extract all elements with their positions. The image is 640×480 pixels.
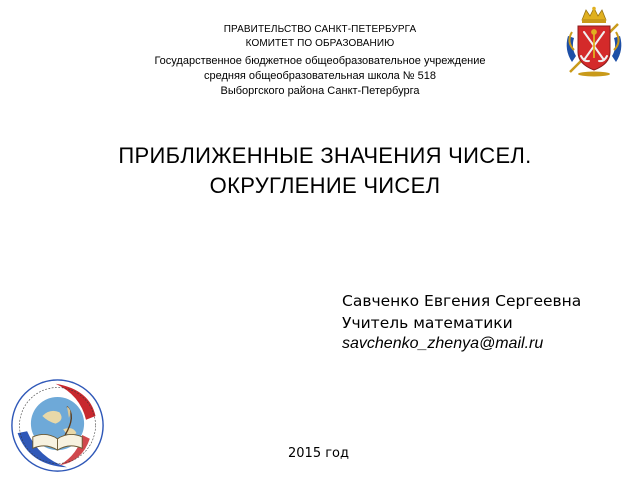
government-header: ПРАВИТЕЛЬСТВО САНКТ-ПЕТЕРБУРГА <box>223 24 417 35</box>
school-district-line: Выборгского района Санкт-Петербурга <box>220 85 420 97</box>
committee-header: КОМИТЕТ ПО ОБРАЗОВАНИЮ <box>245 38 395 49</box>
school-logo-icon <box>10 378 105 473</box>
slide-title-line-1: ПРИБЛИЖЕННЫЕ ЗНАЧЕНИЯ ЧИСЕЛ. <box>118 143 532 168</box>
coat-of-arms-icon <box>562 6 626 78</box>
author-role: Учитель математики <box>342 314 513 332</box>
slide-title-line-2: ОКРУГЛЕНИЕ ЧИСЕЛ <box>209 173 441 198</box>
author-name: Савченко Евгения Сергеевна <box>342 292 582 310</box>
presentation-year: 2015 год <box>288 446 349 461</box>
author-email: savchenko_zhenya@mail.ru <box>342 335 544 352</box>
school-name-line: средняя общеобразовательная школа № 518 <box>203 70 437 82</box>
school-type-line: Государственное бюджетное общеобразовательное учреждение <box>154 55 486 67</box>
